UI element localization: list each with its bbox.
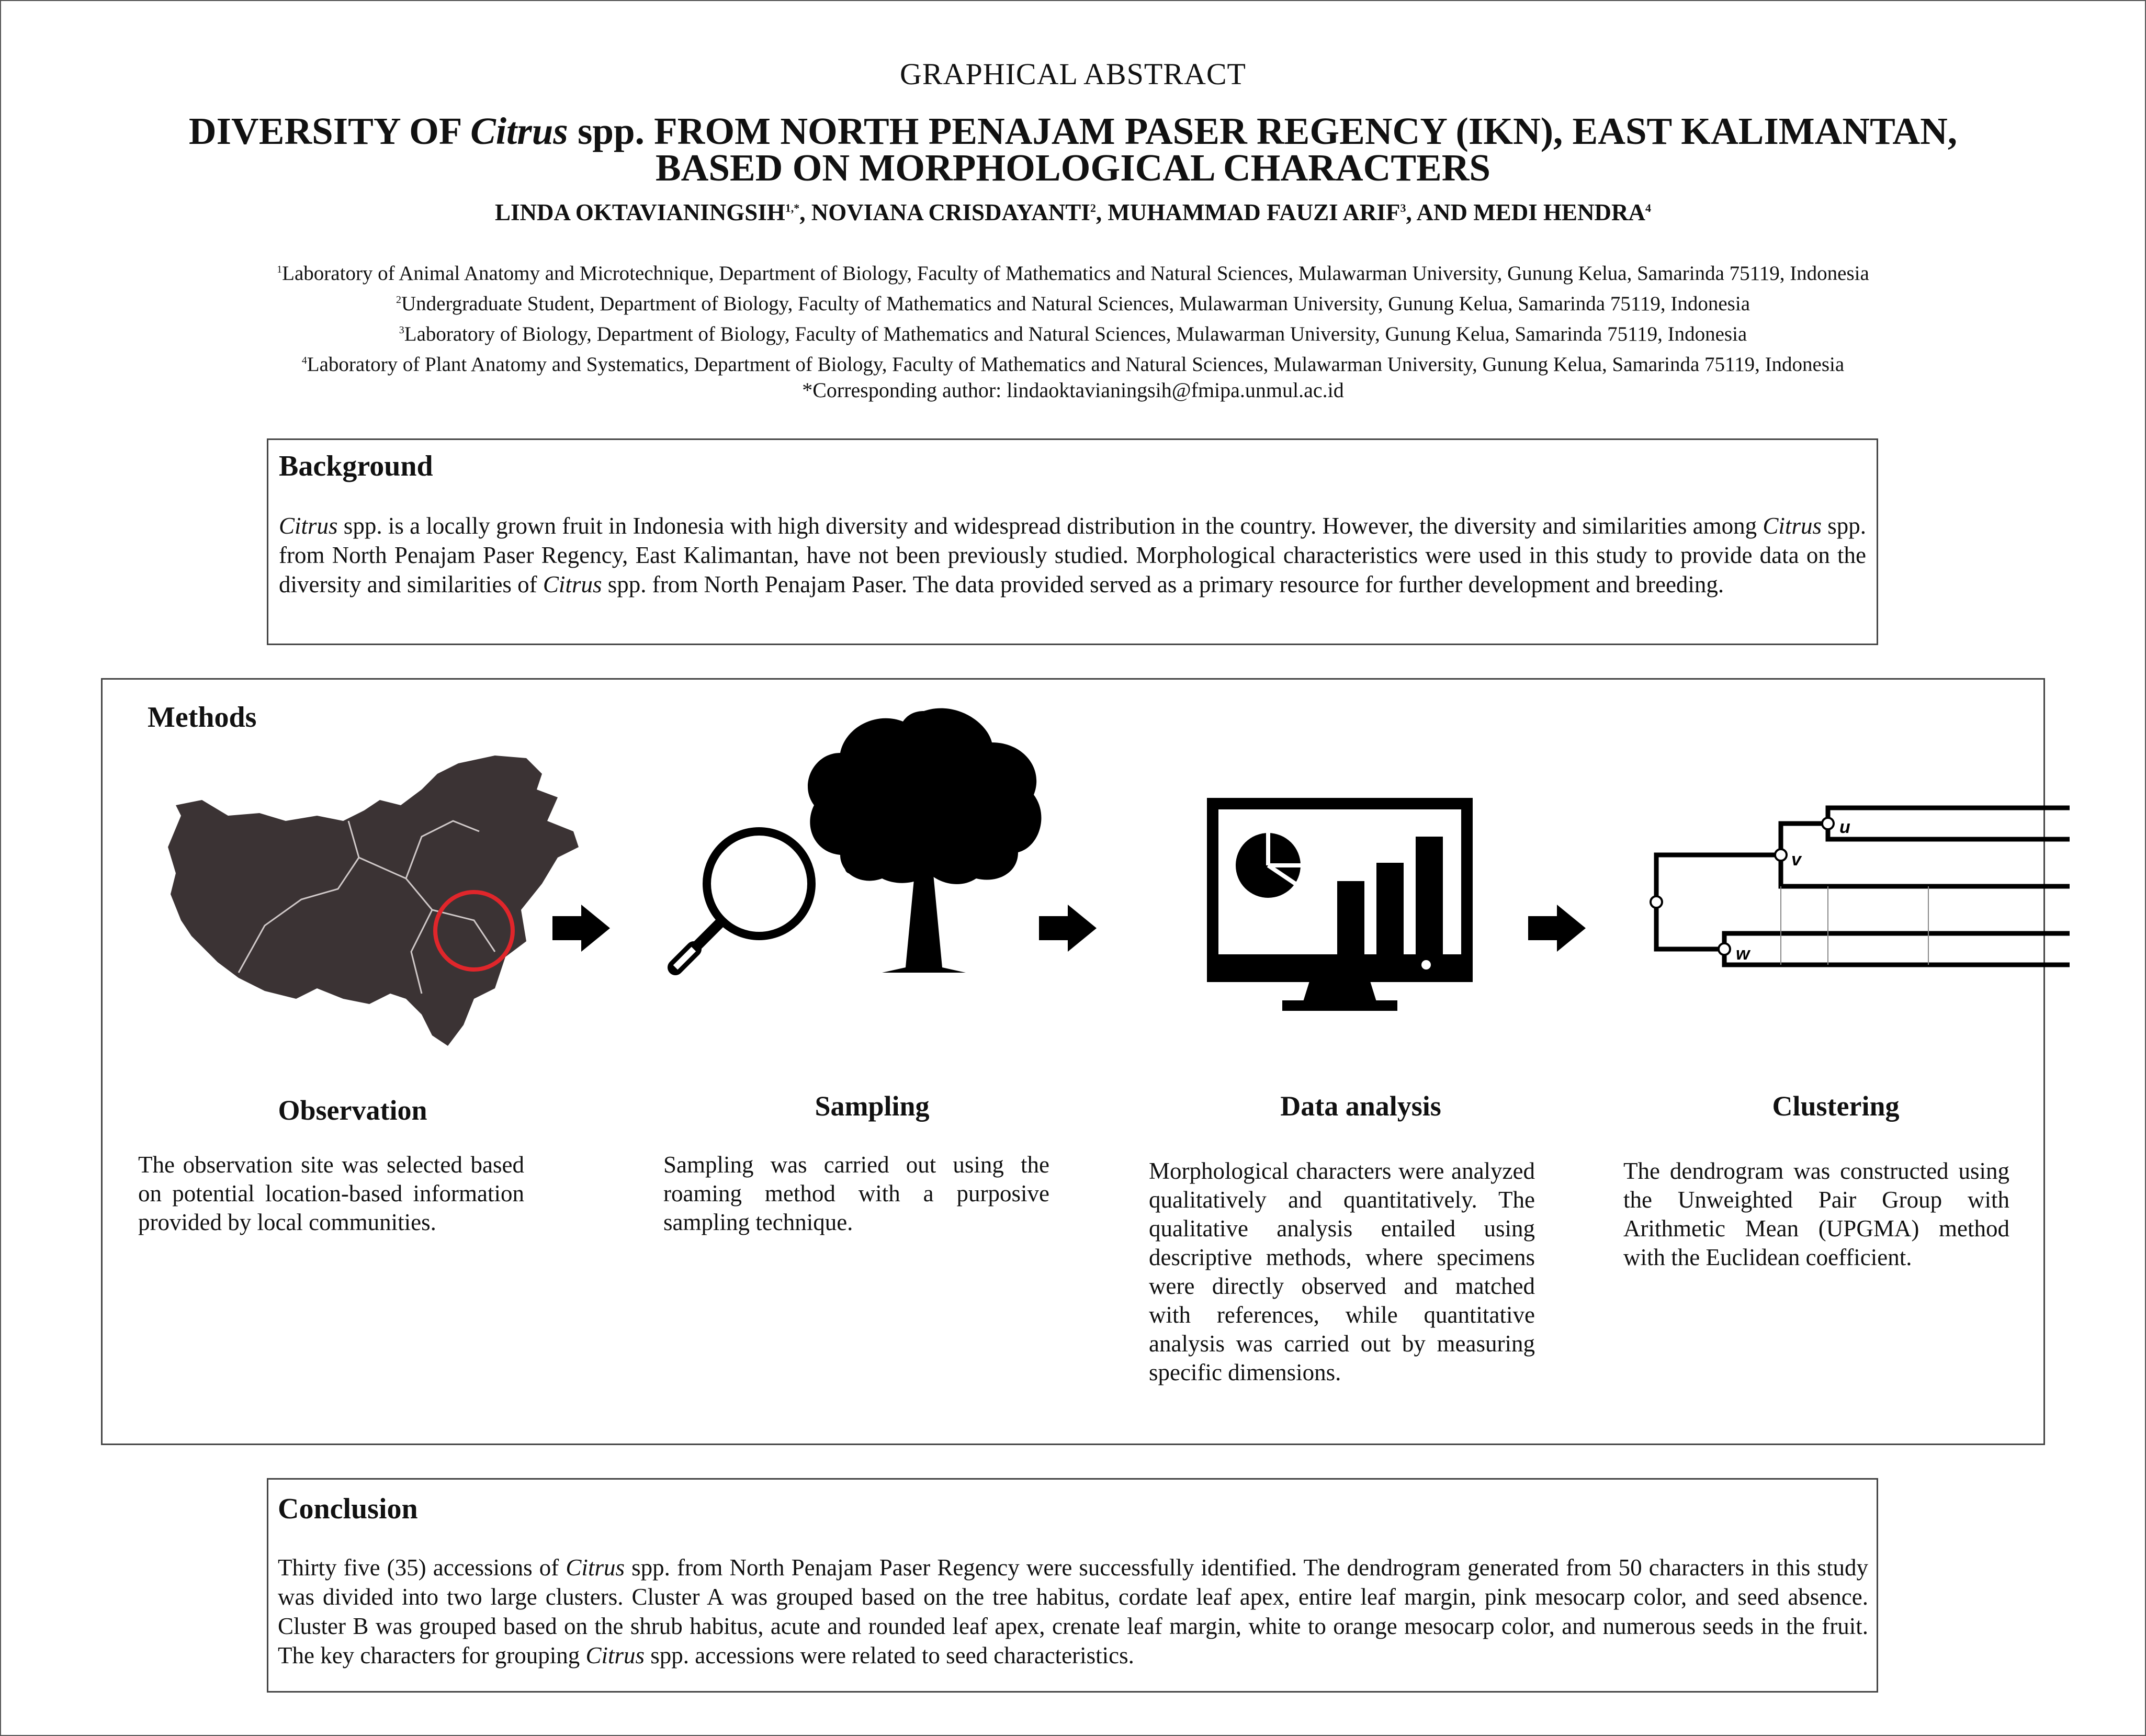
monitor-chart-icon [1206, 797, 1473, 1012]
author-name: MEDI HENDRA [1473, 199, 1645, 226]
dendrogram-label-v: v [1791, 850, 1801, 870]
text-segment: spp. from North Penajam Paser. The data provided served as a primary resource for further development and breeding. [602, 571, 1724, 598]
affiliation-line [0, 317, 2146, 347]
affiliation-text: Laboratory of Biology, Department of Biology, Faculty of Mathematics and Natural Sciences, Mulawarman University, Gunung Kelua, Samarinda 75119, Indonesia [404, 323, 1747, 345]
borneo-map-icon [160, 753, 615, 1077]
affiliation-text: Laboratory of Animal Anatomy and Microtechnique, Department of Biology, Faculty of Mathematics and Natural Sciences, Mulawarman University, Gunung Kelua, Samarinda 75119, Indonesia [282, 262, 1869, 285]
corresponding-author: *Corresponding author: lindaoktavianingsih@fmipa.unmul.ac.id [802, 378, 1344, 402]
author-affiliation-marker: 1,* [785, 201, 800, 215]
observation-title: Observation [278, 1095, 427, 1126]
author-separator: , AND [1406, 199, 1474, 226]
text-segment: spp. from North Penajam Paser Regency were successfully identified. The dendrogram generated from 50 characters in this study was divided into two large clusters. Cluster A was grouped based on the tree habitus, cordate leaf apex, entire leaf margin, pink mesocarp color, and seed absence. Cluster B was grouped based on the shrub habitus, acute and rounded leaf apex, crenate leaf margin, white to orange mesocarp color, and numerous seeds in the fruit. The key characters for grouping [278, 1554, 1869, 1669]
data-analysis-text: Morphological characters were analyzed qualitatively and quantitatively. The qualitative analysis entailed using descriptive methods, where specimens were directly observed and matched with references, while quantitative analysis was carried out by measuring specific dimensions. [1149, 1158, 1535, 1385]
magnifier-icon [662, 821, 819, 978]
arrow-right-icon [1528, 905, 1586, 952]
bar-1 [1337, 881, 1364, 954]
author-separator: , [799, 199, 811, 226]
affiliation-text: Laboratory of Plant Anatomy and Systematics, Department of Biology, Faculty of Mathematics and Natural Sciences, Mulawarman University, Gunung Kelua, Samarinda 75119, Indonesia [307, 353, 1845, 376]
italic-genus: Citrus [1763, 513, 1822, 539]
conclusion-section [267, 1478, 1878, 1693]
title-italic: Citrus [470, 110, 568, 152]
text-segment: spp. from North Penajam Paser Regency, East Kalimantan, have not been previously studied. Morphological characteristics were used in this study to provide data on the diversity and similarities of [279, 513, 1866, 598]
methods-heading: Methods [148, 701, 257, 734]
italic-genus: Citrus [585, 1642, 645, 1669]
background-paragraph [279, 511, 1866, 599]
graphical-abstract-label: GRAPHICAL ABSTRACT [899, 57, 1246, 91]
text-segment: spp. accessions were related to seed characteristics. [645, 1642, 1134, 1669]
affiliation-line [0, 347, 2146, 378]
clustering-text: The dendrogram was constructed using the Unweighted Pair Group with Arithmetic Mean (UPGMA) method with the Euclidean coefficient. [1623, 1158, 2009, 1270]
dendrogram-icon [1646, 803, 2075, 996]
affiliation-number: 2 [396, 294, 401, 306]
background-section [267, 438, 1878, 645]
tree-icon [798, 701, 1049, 983]
affiliation-number: 1 [277, 264, 283, 275]
paper-title [63, 110, 2083, 189]
title-line2: BASED ON MORPHOLOGICAL CHARACTERS [655, 146, 1491, 189]
italic-genus: Citrus [279, 513, 338, 539]
observation-text: The observation site was selected based on potential location-based information provided by local communities. [138, 1152, 524, 1235]
sampling-title: Sampling [815, 1090, 930, 1122]
affiliation-line [0, 256, 2146, 287]
arrow-right-icon [552, 905, 610, 952]
author-separator: , [1095, 199, 1108, 226]
bar-2 [1376, 863, 1404, 954]
author-list [0, 199, 2146, 226]
title-part1: DIVERSITY OF [188, 110, 471, 152]
affiliation-text: Undergraduate Student, Department of Biology, Faculty of Mathematics and Natural Sciences, Mulawarman University, Gunung Kelua, Samarinda 75119, Indonesia [401, 292, 1750, 315]
arrow-right-icon [1039, 905, 1097, 952]
conclusion-heading: Conclusion [278, 1493, 418, 1525]
italic-genus: Citrus [566, 1554, 625, 1581]
affiliation-number: 3 [399, 324, 404, 336]
dendrogram-label-u: u [1839, 817, 1850, 837]
italic-genus: Citrus [543, 571, 602, 598]
author-name: MUHAMMAD FAUZI ARIF [1108, 199, 1400, 226]
author-name: NOVIANA CRISDAYANTI [811, 199, 1090, 226]
sampling-text: Sampling was carried out using the roaming method with a purposive sampling technique. [663, 1152, 1049, 1235]
bar-3 [1416, 837, 1443, 954]
methods-section [101, 678, 2045, 1445]
author-affiliation-marker: 4 [1645, 201, 1651, 215]
author-affiliation-marker: 2 [1090, 201, 1096, 215]
affiliation-number: 4 [301, 355, 307, 366]
author-name: LINDA OKTAVIANINGSIH [495, 199, 785, 226]
dendrogram-label-w: w [1736, 944, 1750, 964]
title-part2: spp. FROM NORTH PENAJAM PASER REGENCY (IKN), EAST KALIMANTAN, [568, 110, 1958, 152]
clustering-title: Clustering [1772, 1090, 1900, 1122]
data-analysis-title: Data analysis [1280, 1090, 1441, 1122]
conclusion-paragraph [278, 1553, 1868, 1670]
affiliation-line [0, 287, 2146, 317]
text-segment: Thirty five (35) accessions of [278, 1554, 566, 1581]
author-affiliation-marker: 3 [1400, 201, 1406, 215]
background-heading: Background [279, 450, 433, 482]
text-segment: spp. is a locally grown fruit in Indonesia with high diversity and widespread distribution in the country. However, the diversity and similarities among [337, 513, 1763, 539]
affiliation-list [0, 256, 2146, 378]
